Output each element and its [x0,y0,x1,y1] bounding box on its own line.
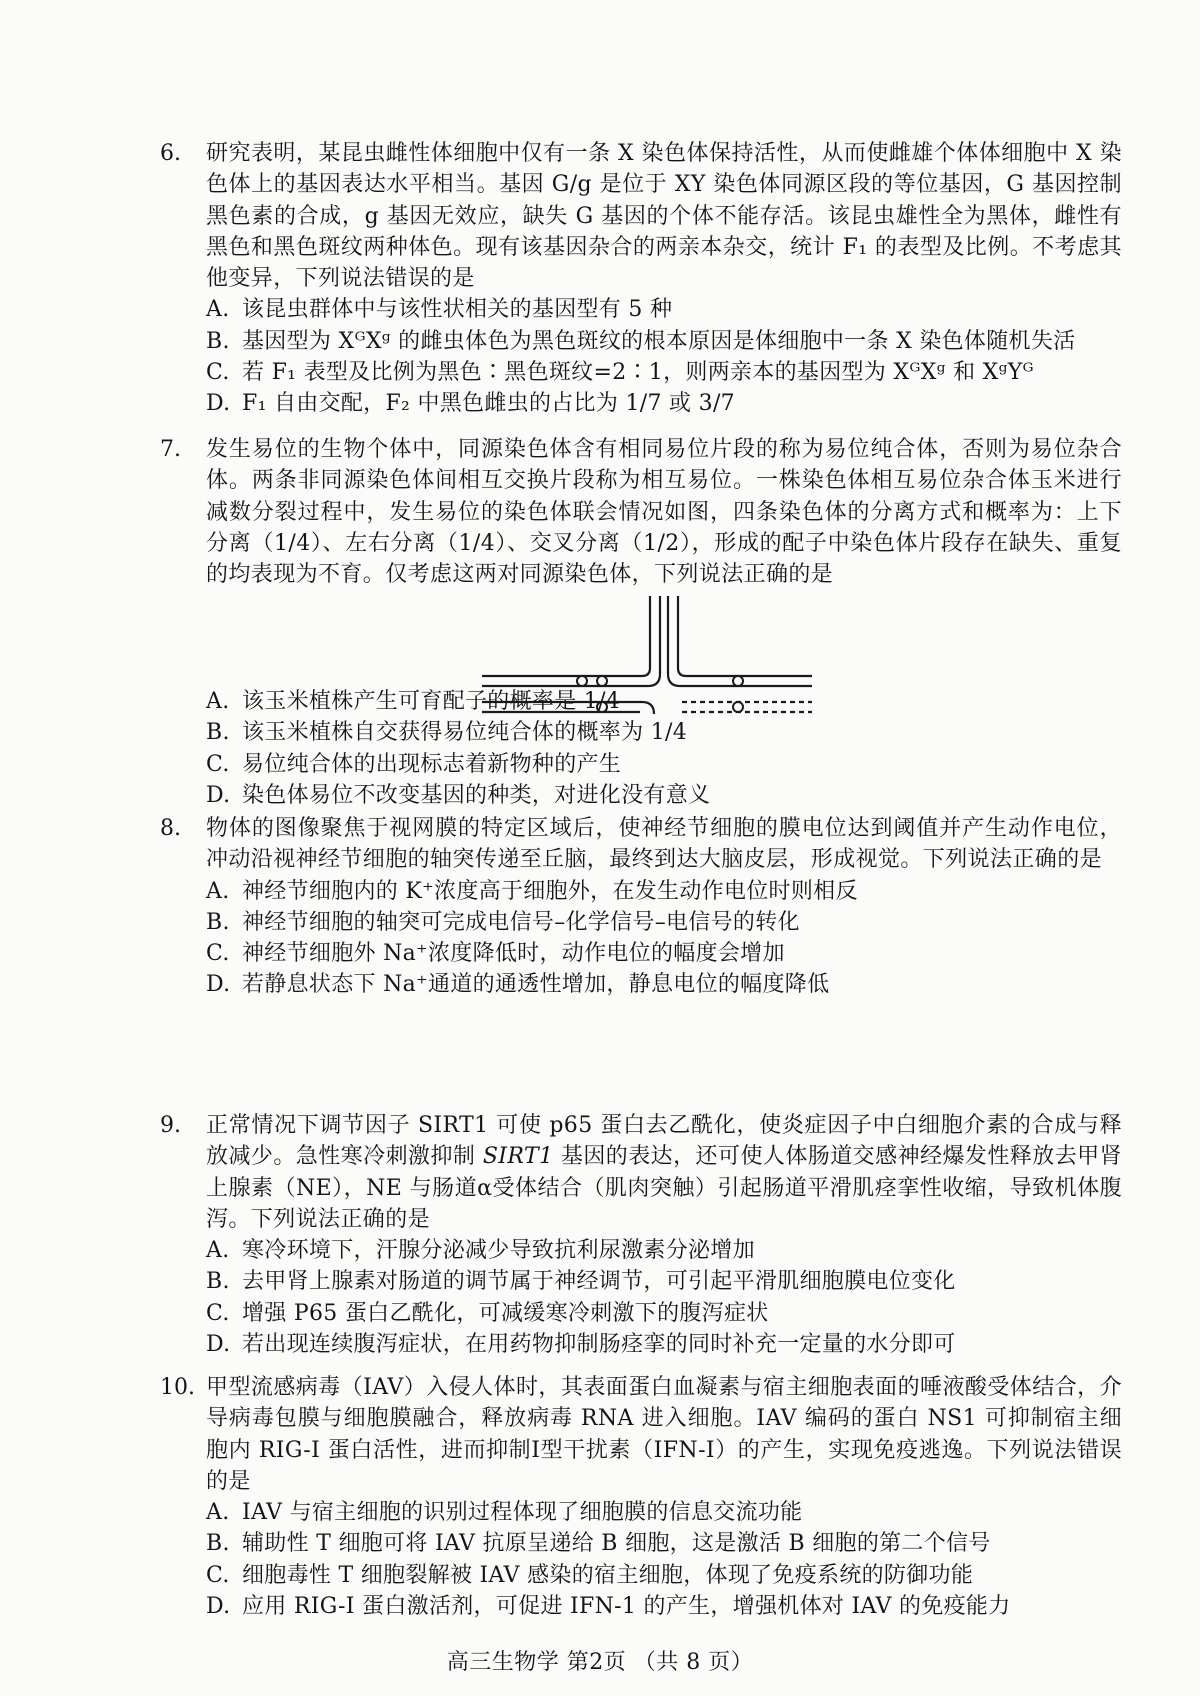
option-label: B. [206,1269,230,1295]
question-number: 9. [160,1113,181,1138]
option-label: B. [206,909,230,935]
option-c [206,938,1122,969]
question-body [206,813,1122,1001]
question-body [206,138,1122,420]
option-label: C. [206,941,230,967]
option-label: C. [206,1562,230,1588]
option-label: B. [206,1531,230,1557]
option-text: 染色体易位不改变基因的种类，对进化没有意义 [242,782,711,808]
option-c [206,357,1122,388]
question-stem: 发生易位的生物个体中，同源染色体含有相同易位片段的称为易位纯合体，否则为易位杂合体。两条非同源染色体间相互交换片段称为相互易位。一株染色体相互易位杂合体玉米进行减数分裂过程中，发生易位的染色体联会情况如图，四条染色体的分离方式和概率为：上下分离（1/4）、左右分离（1/4）、交叉分离（1/2），形成的配子中染色体片段存在缺失、重复的均表现为不育。仅考虑这两对同源染色体，下列说法正确的是 [206,437,1122,588]
question-number: 7. [160,437,181,462]
option-a [206,1497,1122,1528]
option-text: 若静息状态下 Na⁺通道的通透性增加，静息电位的幅度降低 [242,972,830,998]
option-text: 基因型为 XᴳXᵍ 的雌虫体色为黑色斑纹的根本原因是体细胞中一条 X 染色体随机失活 [242,328,1076,354]
option-text: 寒冷环境下，汗腺分泌减少导致抗利尿激素分泌增加 [242,1238,755,1264]
option-a [206,876,1122,907]
option-text: 该玉米植株自交获得易位纯合体的概率为 1/4 [242,720,688,746]
option-text: IAV 与宿主细胞的识别过程体现了细胞膜的信息交流功能 [242,1500,803,1526]
option-b [206,907,1122,938]
option-label: A. [206,689,230,714]
option-a [206,294,1122,325]
chromosome-upper-right-inner [668,596,812,686]
option-label: D. [206,972,231,998]
question-stem [206,1110,1122,1235]
option-label: A. [206,878,230,904]
question-number: 6. [160,141,181,166]
option-label: A. [206,297,230,323]
question-number: 8. [160,816,181,841]
option-text: 去甲肾上腺素对肠道的调节属于神经调节，可引起平滑肌细胞膜电位变化 [242,1269,956,1295]
option-text: 若出现连续腹泻症状，在用药物抑制肠痉挛的同时补充一定量的水分即可 [242,1332,956,1358]
stem-part: 正常情况下调节因子 SIRT1 可使 p65 蛋白去乙酰化，使炎症因子中白细胞介素的合成与释放减少。急性寒冷刺激抑制 [206,1113,1122,1170]
option-label: B. [206,720,230,746]
option-label: D. [206,782,231,808]
option-text: 神经节细胞外 Na⁺浓度降低时，动作电位的幅度会增加 [242,941,785,967]
question-body [206,1110,1122,1360]
option-text: 神经节细胞内的 K⁺浓度高于细胞外，在发生动作电位时则相反 [242,878,858,904]
question-body [206,1372,1122,1622]
question-stem: 研究表明，某昆虫雌性体细胞中仅有一条 X 染色体保持活性，从而使雌雄个体体细胞中 X 染色体上的基因表达水平相当。基因 G/g 是位于 XY 染色体同源区段的等位基因，G 基因控制黑色素的合成，g 基因无效应，缺失 G 基因的个体不能存活。该昆虫雄性全为黑体，雌性有黑色和黑色斑纹两种体色。现有该基因杂合的两亲本杂交，统计 F₁ 的表型及比例。不考虑其他变异，下列说法错误的是 [206,141,1122,292]
option-a [206,1235,1122,1266]
option-d [206,969,1122,1000]
option-label: B. [206,328,230,354]
option-text: 该玉米植株产生可育配子的概率是 1/4 [242,689,621,714]
option-label: C. [206,360,230,386]
gene-name-italic: SIRT1 [482,1144,554,1170]
option-b [206,326,1122,357]
chromosome-upper-left-inner [482,596,660,686]
question-body [206,434,1122,590]
option-label: D. [206,1594,231,1620]
option-label: C. [206,751,230,777]
option-d [206,1329,1122,1360]
option-label: D. [206,1332,231,1358]
option-text: 该昆虫群体中与该性状相关的基因型有 5 种 [242,297,673,323]
option-text: 增强 P65 蛋白乙酰化，可减缓寒冷刺激下的腹泻症状 [242,1300,769,1326]
option-text: 辅助性 T 细胞可将 IAV 抗原呈递给 B 细胞，这是激活 B 细胞的第二个信号 [242,1531,991,1557]
question-stem: 物体的图像聚焦于视网膜的特定区域后，使神经节细胞的膜电位达到阈值并产生动作电位，冲动沿视神经节细胞的轴突传递至丘脑，最终到达大脑皮层，形成视觉。下列说法正确的是 [206,816,1122,873]
stem-part: 基因的表达，还可使人体肠道交感神经爆发性释放去甲肾上腺素（NE），NE 与肠道α受体结合（肌肉突触）引起肠道平滑肌痉挛性收缩，导致机体腹泻。下列说法正确的是 [206,1144,1122,1232]
option-label: C. [206,1300,230,1326]
option-b [206,1528,1122,1559]
option-d [206,388,1122,419]
page-footer: 高三生物学 第2页 （共 8 页） [446,1650,754,1675]
option-c [206,1560,1122,1591]
option-b [206,1266,1122,1297]
centromere-right-upper [733,676,743,686]
option-b [206,717,1122,748]
question-body [206,686,1122,811]
centromere-left-upper-2 [597,676,607,686]
option-label: A. [206,1238,230,1264]
chromosome-upper-left [482,596,650,676]
option-text: 神经节细胞的轴突可完成电信号–化学信号–电信号的转化 [242,909,800,935]
option-label: D. [206,391,231,417]
chromosome-upper-right [678,596,812,676]
option-text: F₁ 自由交配，F₂ 中黑色雌虫的占比为 1/7 或 3/7 [242,391,735,417]
option-text: 易位纯合体的出现标志着新物种的产生 [242,751,622,777]
option-text: 若 F₁ 表型及比例为黑色∶黑色斑纹=2∶1，则两亲本的基因型为 XᴳXᵍ 和 XᵍYᴳ [242,360,1034,386]
option-d [206,780,1122,811]
question-number: 10. [160,1375,195,1400]
option-a [206,686,1122,717]
option-c [206,1298,1122,1329]
option-text: 应用 RIG-I 蛋白激活剂，可促进 IFN-1 的产生，增强机体对 IAV 的免疫能力 [242,1594,1011,1620]
centromere-left-upper [577,676,587,686]
question-stem: 甲型流感病毒（IAV）入侵人体时，其表面蛋白血凝素与宿主细胞表面的唾液酸受体结合，介导病毒包膜与细胞膜融合，释放病毒 RNA 进入细胞。IAV 编码的蛋白 NS1 可抑制宿主细胞内 RIG-I 蛋白活性，进而抑制Ⅰ型干扰素（IFN-I）的产生，实现免疫逃逸。下列说法错误的是 [206,1375,1122,1494]
option-text: 细胞毒性 T 细胞裂解被 IAV 感染的宿主细胞，体现了免疫系统的防御功能 [242,1562,974,1588]
option-c [206,749,1122,780]
option-label: A. [206,1500,230,1526]
option-d [206,1591,1122,1622]
